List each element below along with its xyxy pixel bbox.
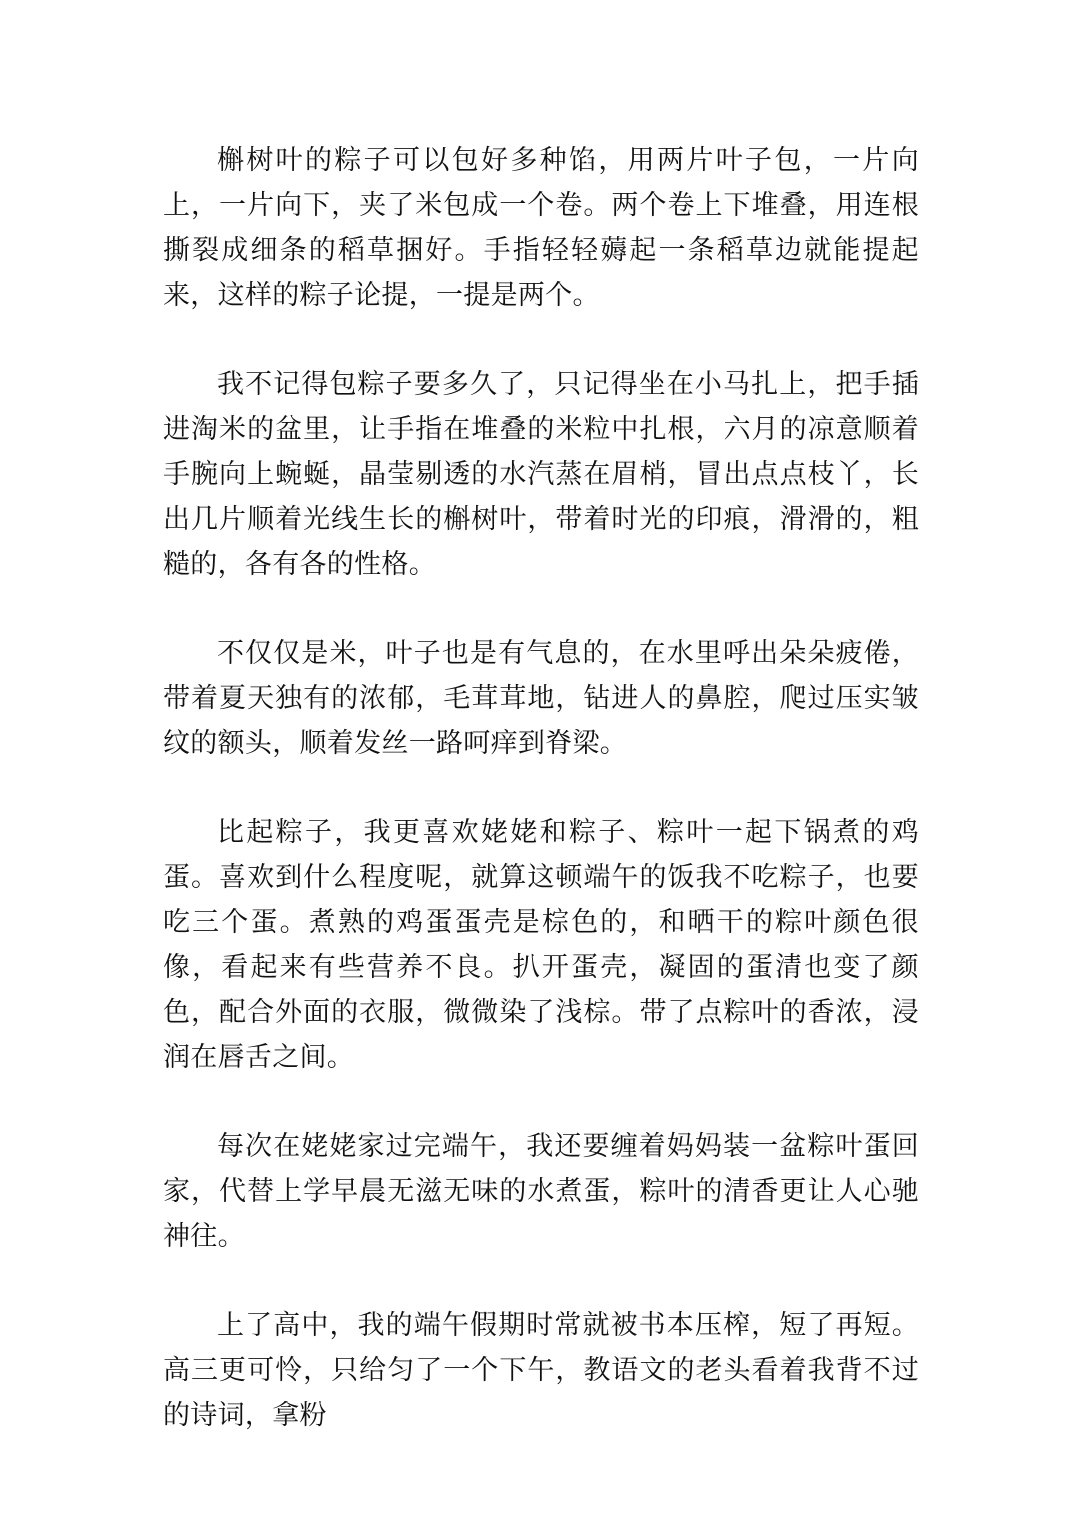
paragraph-4: 比起粽子，我更喜欢姥姥和粽子、粽叶一起下锅煮的鸡蛋。喜欢到什么程度呢，就算这顿端午的饭我不吃粽子，也要吃三个蛋。煮熟的鸡蛋蛋壳是棕色的，和晒干的粽叶颜色很像，看起来有些营养不良。扒开蛋壳，凝固的蛋清也变了颜色，配合外面的衣服，微微染了浅棕。带了点粽叶的香浓，浸润在唇舌之间。 bbox=[163, 817, 919, 1073]
paragraph-5: 每次在姥姥家过完端午，我还要缠着妈妈装一盆粽叶蛋回家，代替上学早晨无滋无味的水煮蛋，粽叶的清香更让人心驰神往。 bbox=[163, 1131, 919, 1252]
paragraph-6: 上了高中，我的端午假期时常就被书本压榨，短了再短。高三更可怜，只给匀了一个下午，教语文的老头看着我背不过的诗词，拿粉 bbox=[163, 1310, 919, 1431]
paragraph-1: 槲树叶的粽子可以包好多种馅，用两片叶子包，一片向上，一片向下，夹了米包成一个卷。两个卷上下堆叠，用连根撕裂成细条的稻草捆好。手指轻轻薅起一条稻草边就能提起来，这样的粽子论提，一提是两个。 bbox=[163, 145, 919, 311]
document-body bbox=[163, 138, 919, 1482]
paragraph-3: 不仅仅是米，叶子也是有气息的，在水里呼出朵朵疲倦，带着夏天独有的浓郁，毛茸茸地，钻进人的鼻腔，爬过压实皱纹的额头，顺着发丝一路呵痒到脊梁。 bbox=[163, 638, 919, 759]
paragraph-2: 我不记得包粽子要多久了，只记得坐在小马扎上，把手插进淘米的盆里，让手指在堆叠的米粒中扎根，六月的凉意顺着手腕向上蜿蜒，晶莹剔透的水汽蒸在眉梢，冒出点点枝丫，长出几片顺着光线生长的槲树叶，带着时光的印痕，滑滑的，粗糙的，各有各的性格。 bbox=[163, 369, 919, 580]
